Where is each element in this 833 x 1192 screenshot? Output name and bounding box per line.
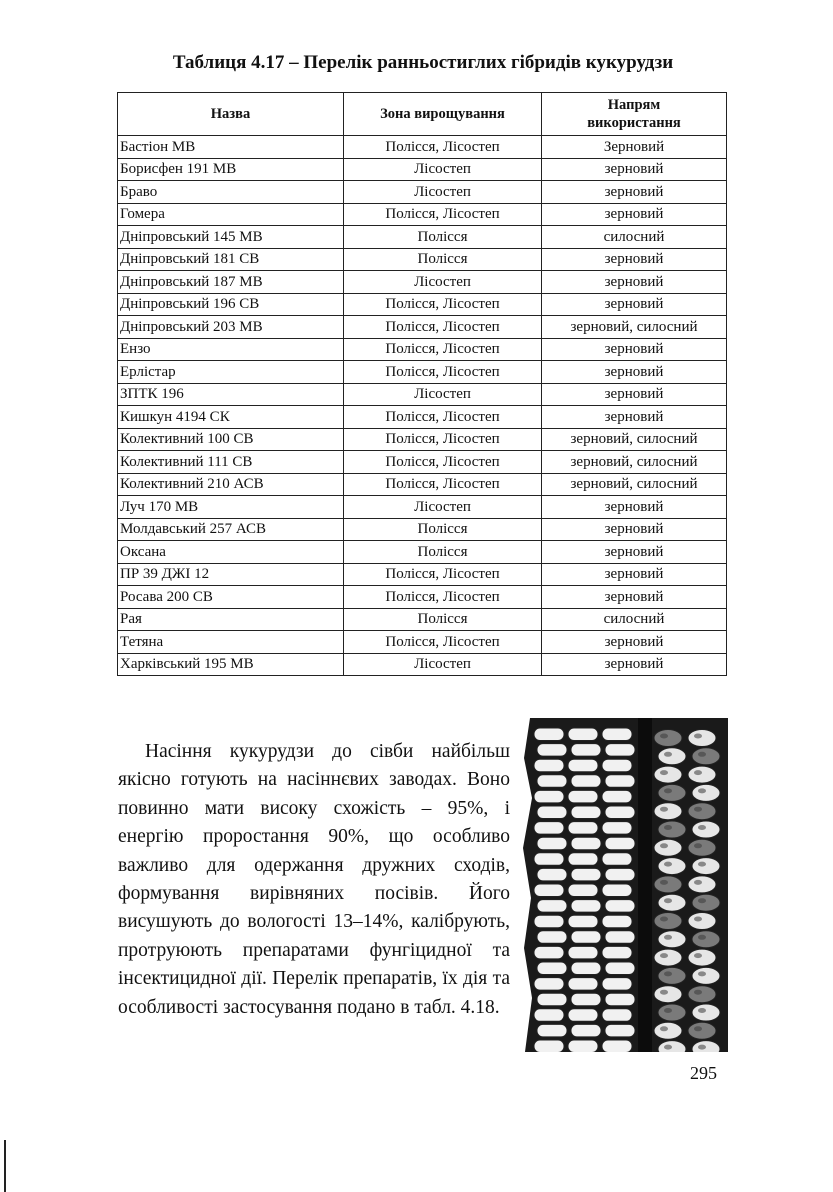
cell-use: зерновий bbox=[542, 518, 727, 541]
cell-use: зерновий bbox=[542, 361, 727, 384]
table-body bbox=[118, 136, 727, 676]
cell-name: Ерлістар bbox=[118, 361, 344, 384]
cell-name: ЗПТК 196 bbox=[118, 383, 344, 406]
cell-zone: Полісся, Лісостеп bbox=[344, 316, 542, 339]
cell-zone: Полісся bbox=[344, 518, 542, 541]
cell-use: зерновий bbox=[542, 563, 727, 586]
table-row bbox=[118, 181, 727, 204]
table-row bbox=[118, 203, 727, 226]
cell-zone: Лісостеп bbox=[344, 496, 542, 519]
cell-zone: Полісся, Лісостеп bbox=[344, 338, 542, 361]
cell-use: зерновий bbox=[542, 496, 727, 519]
table-row bbox=[118, 563, 727, 586]
cell-use: зерновий, силосний bbox=[542, 451, 727, 474]
table-row bbox=[118, 136, 727, 159]
header-use-line1: Напрям bbox=[607, 97, 661, 113]
cell-use: зерновий, силосний bbox=[542, 316, 727, 339]
cell-zone: Полісся bbox=[344, 248, 542, 271]
cell-name: ПР 39 ДЖІ 12 bbox=[118, 563, 344, 586]
cell-zone: Полісся, Лісостеп bbox=[344, 136, 542, 159]
table-row bbox=[118, 631, 727, 654]
cell-name: Колективний 111 СВ bbox=[118, 451, 344, 474]
header-use bbox=[542, 93, 727, 136]
cell-use: зерновий bbox=[542, 293, 727, 316]
cell-name: Росава 200 СВ bbox=[118, 586, 344, 609]
cell-name: Рая bbox=[118, 608, 344, 631]
header-use-line2: використання bbox=[587, 115, 681, 131]
cell-name: Молдавський 257 АСВ bbox=[118, 518, 344, 541]
table-row bbox=[118, 541, 727, 564]
cell-name: Луч 170 МВ bbox=[118, 496, 344, 519]
cell-name: Кишкун 4194 СК bbox=[118, 406, 344, 429]
paragraph-text: Насіння кукурудзи до сівби найбільш якісно готують на насіннєвих заводах. Воно повинно мати високу схожість – 95%, і енергію проростання 90%, що особливо важливо для одержання дружних сходів, формування вирівняних посівів. Його висушують до вологості 13–14%, калібрують, протруюють препаратами фунгіцидної та інсектицидної дії. Перелік препаратів, їх дія та особливості застосування подано в табл. 4.18. bbox=[118, 741, 510, 1018]
cell-name: Оксана bbox=[118, 541, 344, 564]
cell-zone: Полісся, Лісостеп bbox=[344, 473, 542, 496]
cell-name: Тетяна bbox=[118, 631, 344, 654]
cell-zone: Полісся bbox=[344, 226, 542, 249]
cell-zone: Лісостеп bbox=[344, 158, 542, 181]
cell-use: зерновий bbox=[542, 248, 727, 271]
cell-use: зерновий, силосний bbox=[542, 428, 727, 451]
cell-use: силосний bbox=[542, 226, 727, 249]
cell-name: Колективний 210 АСВ bbox=[118, 473, 344, 496]
scan-edge-line bbox=[4, 1140, 6, 1192]
cell-zone: Полісся bbox=[344, 608, 542, 631]
cell-zone: Полісся, Лісостеп bbox=[344, 293, 542, 316]
table-row bbox=[118, 226, 727, 249]
table-row bbox=[118, 518, 727, 541]
page-number: 295 bbox=[690, 1063, 717, 1083]
cell-zone: Полісся, Лісостеп bbox=[344, 406, 542, 429]
cell-use: зерновий bbox=[542, 181, 727, 204]
table-row bbox=[118, 608, 727, 631]
table-row bbox=[118, 428, 727, 451]
cell-name: Харківський 195 МВ bbox=[118, 653, 344, 676]
table-row bbox=[118, 383, 727, 406]
cell-zone: Полісся, Лісостеп bbox=[344, 631, 542, 654]
corn-cob-photo bbox=[520, 718, 728, 1052]
cell-zone: Лісостеп bbox=[344, 383, 542, 406]
cell-name: Дніпровський 187 МВ bbox=[118, 271, 344, 294]
cell-use: зерновий bbox=[542, 338, 727, 361]
cell-use: зерновий bbox=[542, 631, 727, 654]
cell-zone: Лісостеп bbox=[344, 271, 542, 294]
table-title: Таблиця 4.17 – Перелік ранньостиглих гібридів кукурудзи bbox=[172, 52, 674, 73]
cell-zone: Полісся, Лісостеп bbox=[344, 563, 542, 586]
table-row bbox=[118, 653, 727, 676]
cell-use: силосний bbox=[542, 608, 727, 631]
cell-zone: Полісся bbox=[344, 541, 542, 564]
cell-zone: Полісся, Лісостеп bbox=[344, 203, 542, 226]
cell-zone: Полісся, Лісостеп bbox=[344, 428, 542, 451]
table-row bbox=[118, 451, 727, 474]
cell-name: Дніпровський 181 СВ bbox=[118, 248, 344, 271]
cell-zone: Полісся, Лісостеп bbox=[344, 451, 542, 474]
header-zone: Зона вирощування bbox=[344, 93, 542, 136]
cell-use: зерновий bbox=[542, 203, 727, 226]
table-row bbox=[118, 586, 727, 609]
table-row bbox=[118, 316, 727, 339]
cell-name: Браво bbox=[118, 181, 344, 204]
cell-name: Бастіон МВ bbox=[118, 136, 344, 159]
cell-use: Зерновий bbox=[542, 136, 727, 159]
cell-name: Дніпровський 203 МВ bbox=[118, 316, 344, 339]
cell-use: зерновий bbox=[542, 406, 727, 429]
table-row bbox=[118, 293, 727, 316]
cell-use: зерновий bbox=[542, 158, 727, 181]
cell-use: зерновий bbox=[542, 383, 727, 406]
cell-zone: Полісся, Лісостеп bbox=[344, 586, 542, 609]
table-header-row bbox=[118, 93, 727, 136]
cell-zone: Лісостеп bbox=[344, 181, 542, 204]
cell-use: зерновий bbox=[542, 653, 727, 676]
table-row bbox=[118, 338, 727, 361]
header-name: Назва bbox=[118, 93, 344, 136]
cell-use: зерновий bbox=[542, 271, 727, 294]
table-row bbox=[118, 406, 727, 429]
table-row bbox=[118, 496, 727, 519]
cell-name: Дніпровський 145 МВ bbox=[118, 226, 344, 249]
cell-zone: Лісостеп bbox=[344, 653, 542, 676]
table-row bbox=[118, 158, 727, 181]
cell-name: Дніпровський 196 СВ bbox=[118, 293, 344, 316]
cell-zone: Полісся, Лісостеп bbox=[344, 361, 542, 384]
table-row bbox=[118, 271, 727, 294]
cell-name: Гомера bbox=[118, 203, 344, 226]
body-paragraph bbox=[118, 738, 510, 1022]
cell-use: зерновий bbox=[542, 541, 727, 564]
table-row bbox=[118, 361, 727, 384]
cell-name: Колективний 100 СВ bbox=[118, 428, 344, 451]
cell-name: Борисфен 191 МВ bbox=[118, 158, 344, 181]
hybrids-table bbox=[117, 92, 727, 676]
cell-name: Ензо bbox=[118, 338, 344, 361]
table-row bbox=[118, 473, 727, 496]
cell-use: зерновий, силосний bbox=[542, 473, 727, 496]
cell-use: зерновий bbox=[542, 586, 727, 609]
table-row bbox=[118, 248, 727, 271]
